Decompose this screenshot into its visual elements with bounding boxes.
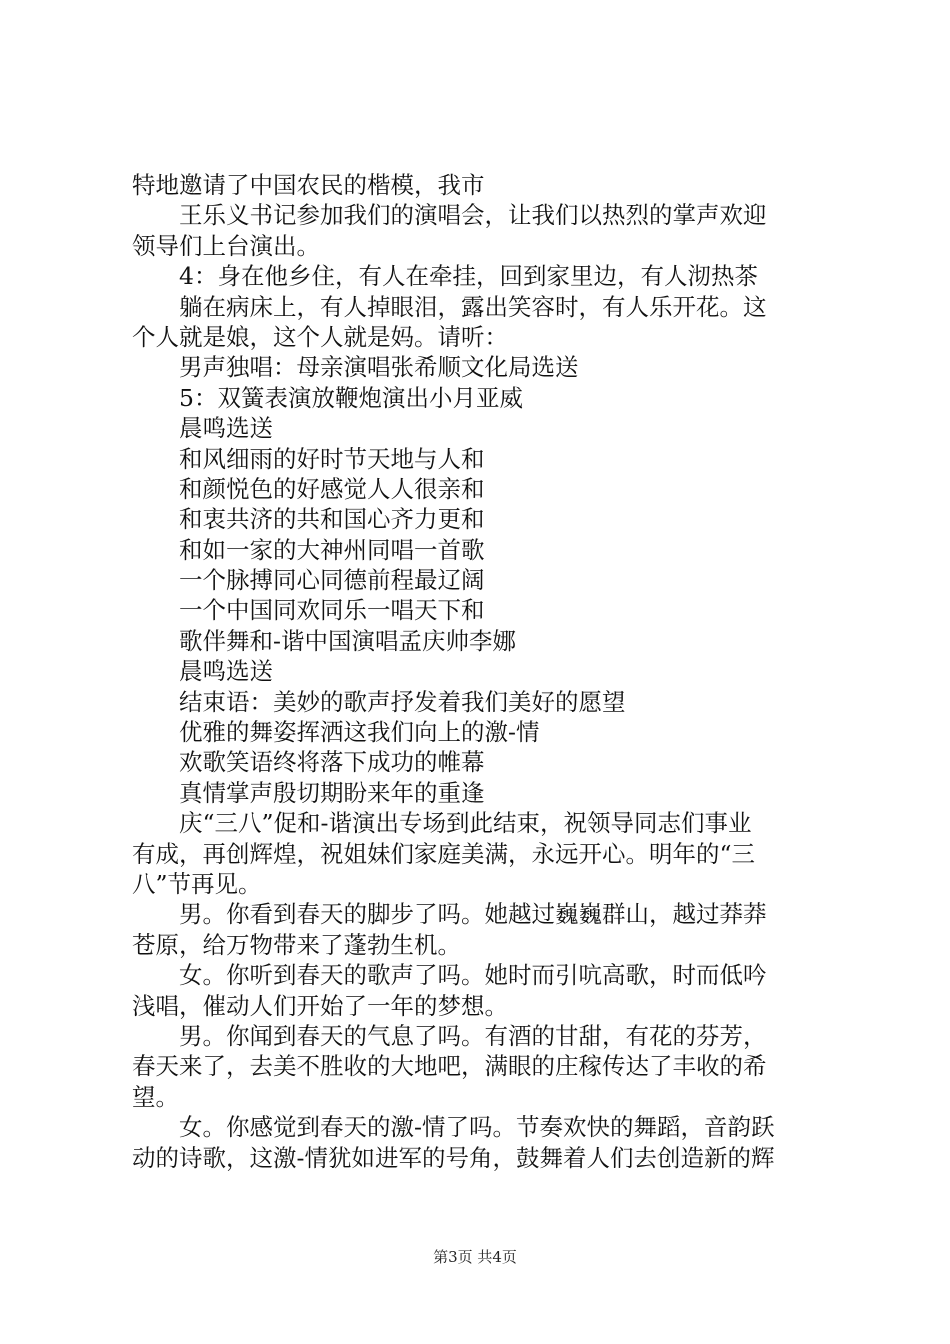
text-line: 男声独唱：母亲演唱张希顺文化局选送 xyxy=(179,353,579,382)
text-line: 欢歌笑语终将落下成功的帷幕 xyxy=(179,748,485,777)
text-line: 歌伴舞和-谐中国演唱孟庆帅李娜 xyxy=(179,626,516,655)
text-line: 一个脉搏同心同德前程最辽阔 xyxy=(179,566,485,595)
text-line: 优雅的舞姿挥洒这我们向上的激-情 xyxy=(179,718,540,747)
page-footer: 第3页 共4页 xyxy=(433,1248,517,1266)
text-line: 春天来了，去美不胜收的大地吧，满眼的庄稼传达了丰收的希 xyxy=(132,1052,767,1081)
text-line: 浅唱，催动人们开始了一年的梦想。 xyxy=(132,991,508,1020)
text-line: 个人就是娘，这个人就是妈。请听： xyxy=(132,322,508,351)
text-line: 晨鸣选送 xyxy=(179,414,273,443)
text-line: 男。你闻到春天的气息了吗。有酒的甘甜，有花的芬芳， xyxy=(179,1021,767,1050)
text-line: 和颜悦色的好感觉人人很亲和 xyxy=(179,474,485,503)
text-line: 有成，再创辉煌，祝姐妹们家庭美满，永远开心。明年的“三 xyxy=(132,839,756,868)
text-line: 动的诗歌，这激-情犹如进军的号角，鼓舞着人们去创造新的辉 xyxy=(132,1143,775,1172)
text-line: 4：身在他乡住，有人在牵挂，回到家里边，有人沏热茶 xyxy=(179,262,758,291)
text-line: 结束语：美妙的歌声抒发着我们美好的愿望 xyxy=(179,687,626,716)
text-line: 八”节再见。 xyxy=(132,869,262,898)
document-body xyxy=(132,170,832,1173)
text-line: 男。你看到春天的脚步了吗。她越过巍巍群山，越过莽莽 xyxy=(179,900,767,929)
text-line: 王乐义书记参加我们的演唱会，让我们以热烈的掌声欢迎 xyxy=(179,201,767,230)
text-line: 一个中国同欢同乐一唱天下和 xyxy=(179,596,485,625)
text-line: 和如一家的大神州同唱一首歌 xyxy=(179,535,485,564)
text-line: 庆“三八”促和-谐演出专场到此结束，祝领导同志们事业 xyxy=(179,809,752,838)
text-line: 5：双簧表演放鞭炮演出小月亚威 xyxy=(179,383,523,412)
text-line: 躺在病床上，有人掉眼泪，露出笑容时，有人乐开花。这 xyxy=(179,292,767,321)
text-line: 晨鸣选送 xyxy=(179,657,273,686)
text-line: 领导们上台演出。 xyxy=(132,231,320,260)
text-line: 女。你听到春天的歌声了吗。她时而引吭高歌，时而低吟 xyxy=(179,961,767,990)
text-line: 和衷共济的共和国心齐力更和 xyxy=(179,505,485,534)
text-line: 望。 xyxy=(132,1082,179,1111)
text-line: 和风细雨的好时节天地与人和 xyxy=(179,444,485,473)
text-line: 特地邀请了中国农民的楷模，我市 xyxy=(132,171,485,199)
text-line: 苍原，给万物带来了蓬勃生机。 xyxy=(132,930,461,959)
text-line: 真情掌声殷切期盼来年的重逢 xyxy=(179,778,485,807)
text-line: 女。你感觉到春天的激-情了吗。节奏欢快的舞蹈，音韵跃 xyxy=(179,1113,775,1142)
